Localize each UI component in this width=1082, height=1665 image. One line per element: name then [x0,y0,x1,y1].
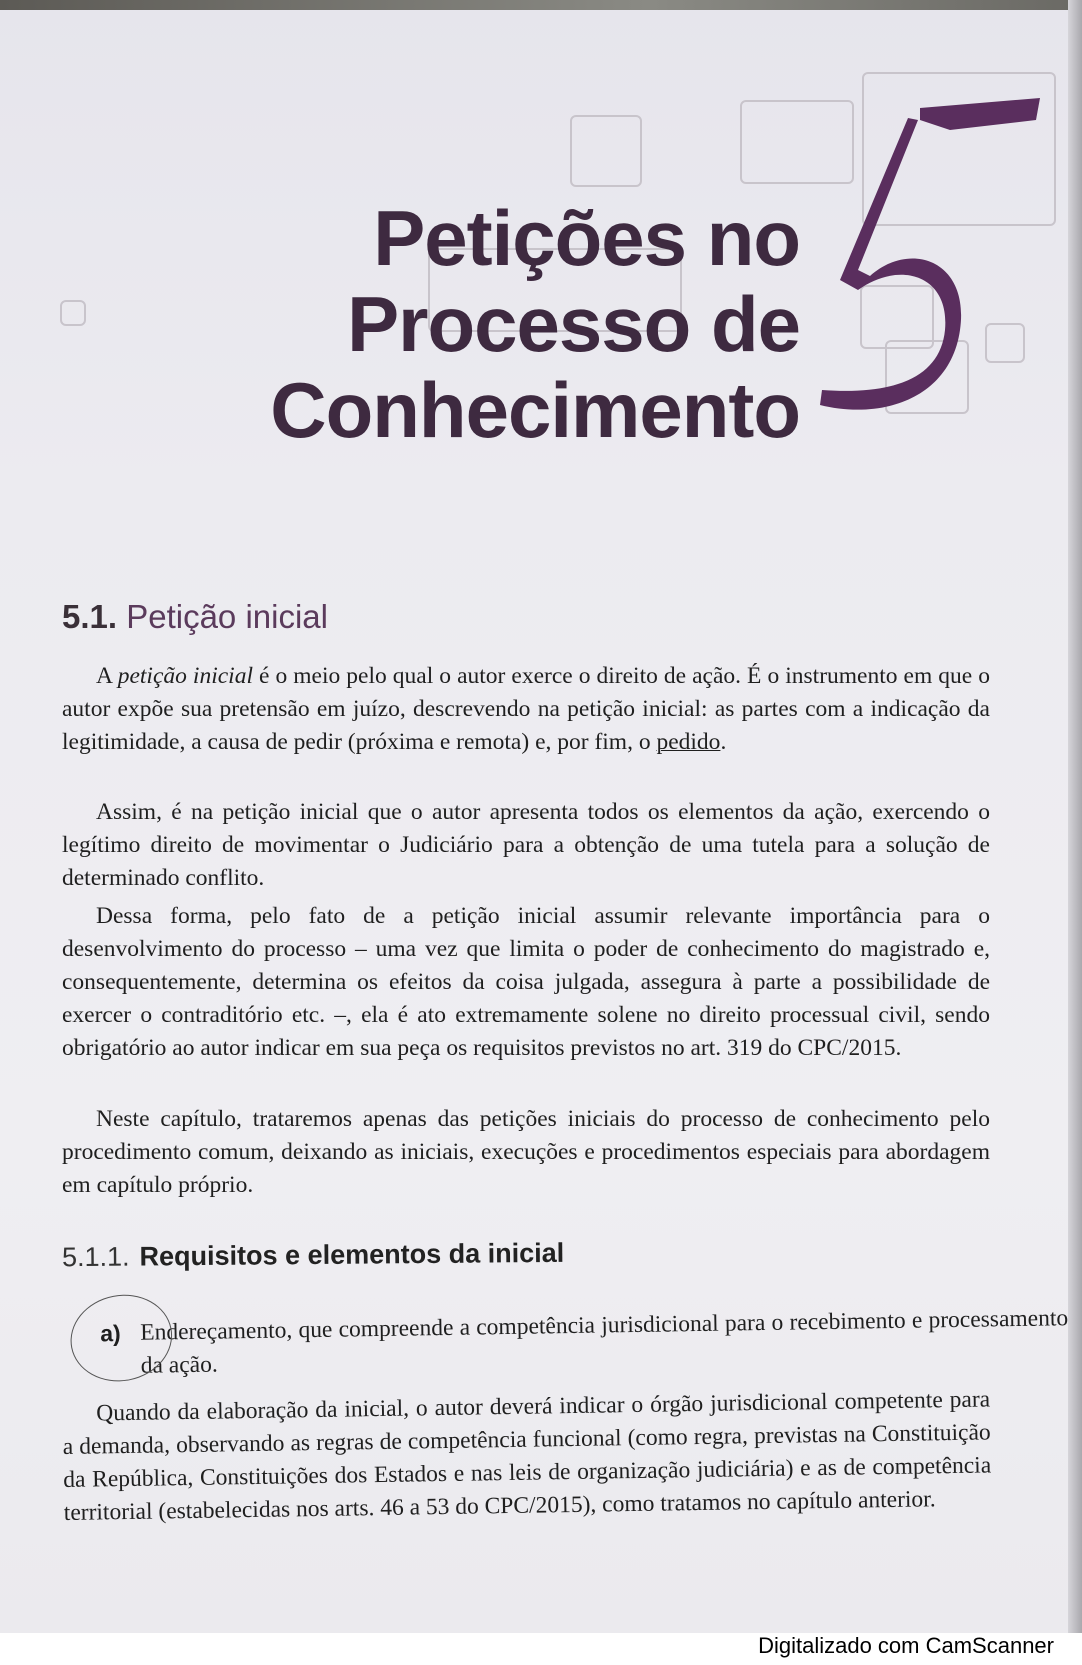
subsection-heading [62,1238,564,1273]
paragraph-1 [62,660,990,759]
chapter-title-line: Processo de [347,280,800,368]
subsection-number: 5.1.1. [61,1241,130,1273]
item-term: Endereçamento, [140,1317,293,1346]
emphasis-petição-inicial: petição inicial [117,663,253,689]
chapter-title [200,195,800,453]
chapter-title-line: Conhecimento [270,366,800,454]
chapter-number: 5 [800,90,801,91]
paragraph-text: é o meio pelo qual o autor exerce o direito de ação. É o instrumento em que o autor expõe sua pretensão em juízo, descrevendo na petição inicial: as partes com a indicação da legitimidade, a causa de pedir (próxima e remota) e, por fim, o [62,663,991,755]
list-item-a [62,1302,1069,1384]
underlined-pedido: pedido [656,729,721,755]
chapter-number-graphic [800,90,1040,430]
item-text: que compreende a competência jurisdicional para o recebimento e processamento da ação. [140,1305,1069,1379]
paragraph-text: A [96,663,118,689]
decorative-square [570,115,642,187]
section-title: Petição inicial [126,598,328,635]
item-label: a) [100,1320,121,1347]
watermark-text: Digitalizado com CamScanner [752,1633,1060,1659]
paragraph-3: Dessa forma, pelo fato de a petição inicial assumir relevante importância para o desenvolvimento do processo – uma vez que limita o poder de conhecimento do magistrado e, consequentemente, determina os efeitos da coisa julgada, assegura à parte a possibilidade de exercer o contraditório etc. –, ela é ato extremamente solene no direito processual civil, sendo obrigatório ao autor indicar em sua peça os requisitos previstos no art. 319 do CPC/2015. [62,903,990,1061]
paragraph-5: Quando da elaboração da inicial, o autor deverá indicar o órgão jurisdicional competente para a demanda, observando as regras de competência funcional (como regra, previstas na Constituição da República, Constituições dos Estados e nas leis de organização judiciária) e as de competência territorial (estabelecidas nos arts. 46 a 53 do CPC/2015), como tratamos no capítulo anterior. [62,1386,992,1526]
paragraph-text: . [720,729,727,755]
subsection-title: Requisitos e elementos da inicial [139,1237,565,1272]
scanner-footer [0,1633,1082,1665]
section-heading [62,598,328,636]
paragraph-4: Neste capítulo, trataremos apenas das petições iniciais do processo de conhecimento pelo procedimento comum, deixando as iniciais, execuções e procedimentos especiais para abordagem em capítulo próprio. [62,1106,990,1198]
paragraph-2: Assim, é na petição inicial que o autor apresenta todos os elementos da ação, exercendo o legítimo direito de movimentar o Judiciário para a obtenção de uma tutela para a solução de determinado conflito. [62,799,990,891]
chapter-title-line: Petições no [373,194,800,282]
section-number: 5.1. [62,598,118,635]
decorative-square [60,300,86,326]
